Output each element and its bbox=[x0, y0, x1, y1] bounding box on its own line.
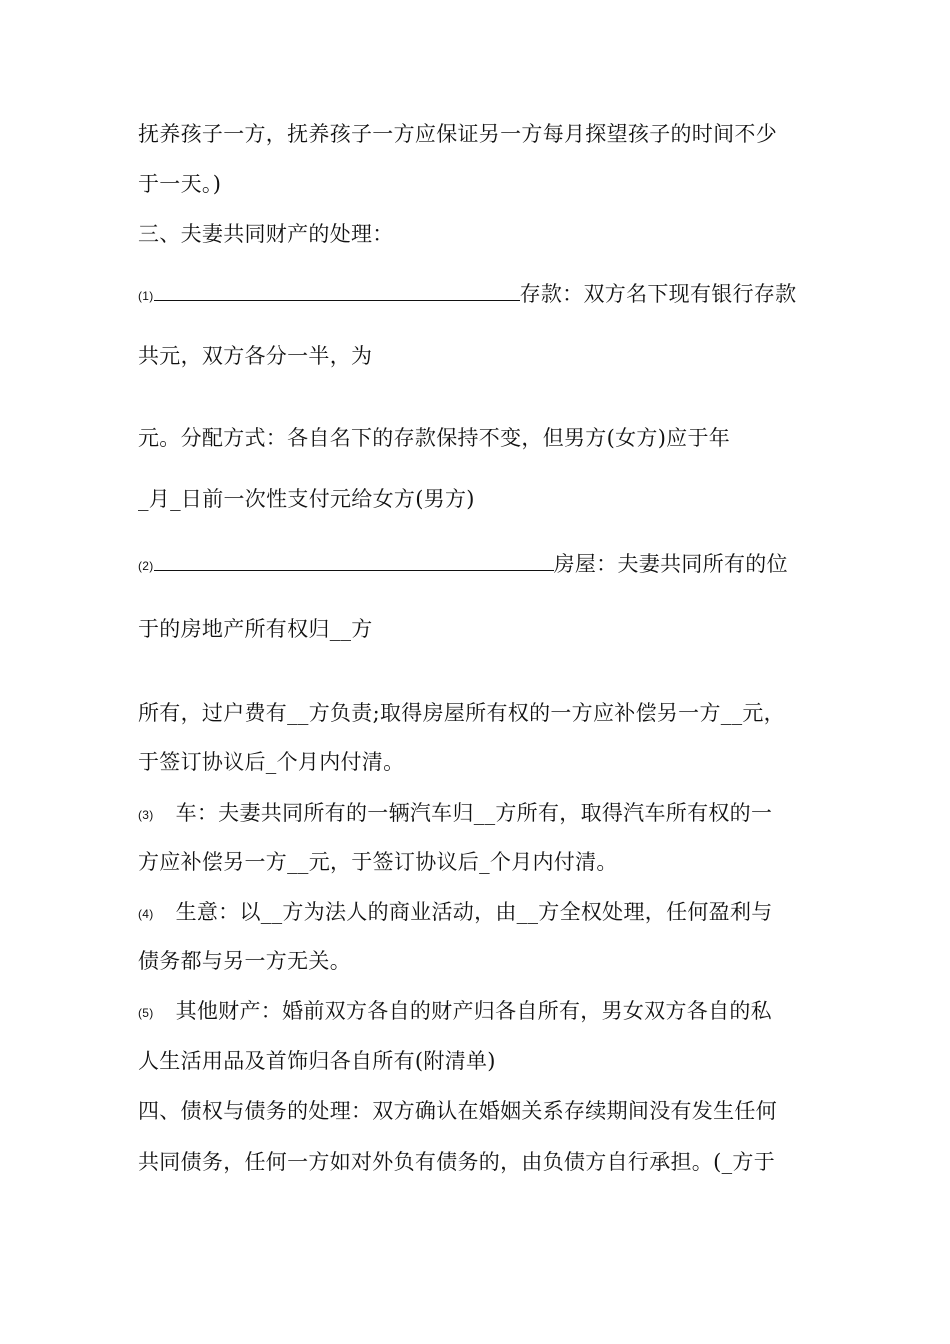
fill-in-blank-line bbox=[154, 282, 520, 301]
line-text: 所有，过户费有__方负责;取得房屋所有权的一方应补偿另一方__元， bbox=[138, 701, 785, 725]
item-3-line bbox=[138, 798, 772, 830]
text-line-13 bbox=[138, 847, 618, 877]
line-text: 债务都与另一方无关。 bbox=[138, 949, 351, 973]
line-text: 元。分配方式：各自名下的存款保持不变，但男方(女方)应于年 bbox=[138, 426, 731, 450]
line-text: 于的房地产所有权归__方 bbox=[138, 617, 373, 641]
item-2-line bbox=[138, 549, 788, 581]
line-text: _月_日前一次性支付元给女方(男方) bbox=[138, 487, 475, 511]
item-5-line bbox=[138, 996, 772, 1028]
text-line-1 bbox=[138, 119, 777, 149]
line-text: 人生活用品及首饰归各自所有(附清单) bbox=[138, 1049, 496, 1073]
text-line-2 bbox=[138, 169, 221, 199]
fill-in-blank-line bbox=[154, 552, 554, 571]
text-line-6 bbox=[138, 423, 730, 453]
line-text: 共同债务，任何一方如对外负有债务的，由负债方自行承担。(_方于 bbox=[138, 1150, 775, 1174]
item-number: (5) bbox=[138, 1005, 154, 1020]
text-line-17 bbox=[138, 1046, 496, 1076]
line-text: 于一天。) bbox=[138, 172, 222, 196]
text-line-5 bbox=[138, 341, 372, 371]
line-text: 车：夫妻共同所有的一辆汽车归__方所有，取得汽车所有权的一 bbox=[175, 801, 773, 825]
text-line-19 bbox=[138, 1147, 775, 1177]
line-text: 抚养孩子一方，抚养孩子一方应保证另一方每月探望孩子的时间不少 bbox=[138, 122, 777, 146]
section-heading-3 bbox=[138, 219, 394, 249]
section-heading-text: 四、债权与债务的处理：双方确认在婚姻关系存续期间没有发生任何 bbox=[138, 1099, 777, 1123]
line-text: 方应补偿另一方__元，于签订协议后_个月内付清。 bbox=[138, 850, 618, 874]
text-line-15 bbox=[138, 946, 351, 976]
line-text: 其他财产：婚前双方各自的财产归各自所有，男女双方各自的私 bbox=[175, 999, 772, 1023]
line-text: 存款：双方名下现有银行存款 bbox=[519, 282, 797, 306]
text-line-11 bbox=[138, 747, 404, 777]
line-text: 房屋：夫妻共同所有的位 bbox=[553, 552, 788, 576]
line-text: 于签订协议后_个月内付清。 bbox=[138, 750, 405, 774]
item-number: (4) bbox=[138, 906, 154, 921]
item-number: (2) bbox=[138, 558, 154, 573]
section-heading-text: 三、夫妻共同财产的处理： bbox=[138, 222, 394, 246]
section-heading-4 bbox=[138, 1096, 777, 1126]
line-text: 生意：以__方为法人的商业活动，由__方全权处理，任何盈利与 bbox=[175, 900, 773, 924]
item-4-line bbox=[138, 897, 773, 929]
text-line-7 bbox=[138, 484, 475, 514]
line-text: 共元，双方各分一半，为 bbox=[138, 344, 373, 368]
item-number: (3) bbox=[138, 807, 154, 822]
item-number: (1) bbox=[138, 288, 154, 303]
text-line-9 bbox=[138, 614, 373, 644]
text-line-10 bbox=[138, 698, 785, 728]
item-1-line bbox=[138, 279, 796, 311]
